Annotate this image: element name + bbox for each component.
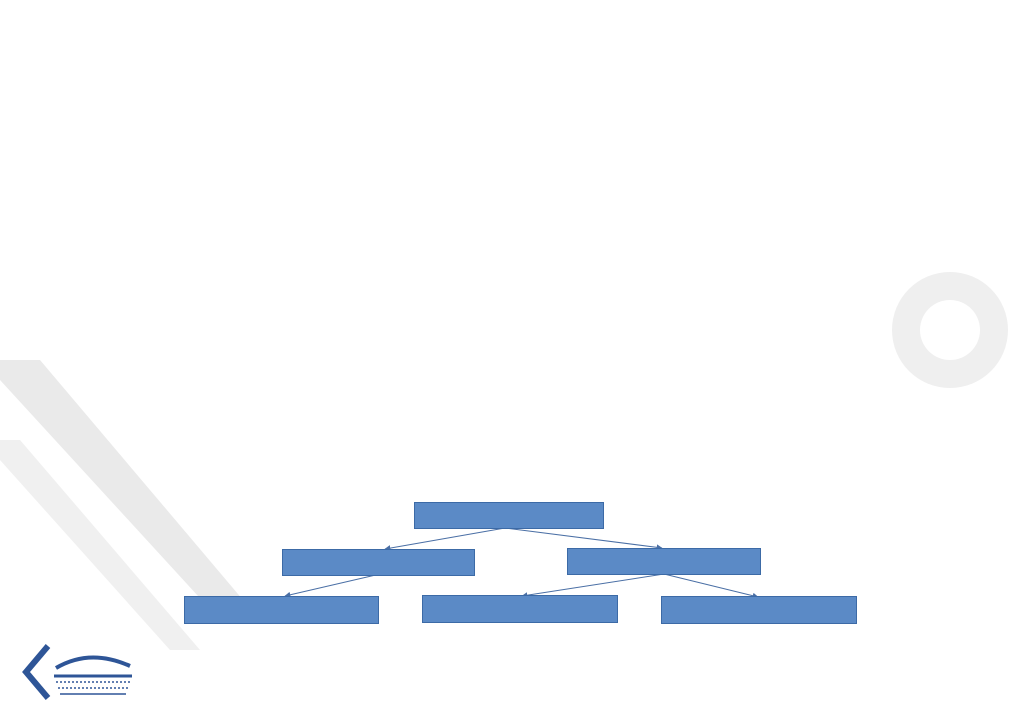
connector-root-left [385,528,505,549]
tree-node-child-left [282,549,475,576]
connector-right-leaf2 [522,574,664,596]
tree-node-child-right [567,548,761,575]
tree-leaf-2 [422,595,618,623]
tree-leaf-1 [184,596,379,624]
connector-root-right [505,528,662,548]
tree-node-root [414,502,604,529]
connector-right-leaf3 [664,574,758,597]
university-logo [20,638,140,716]
tree-leaf-3 [661,596,857,624]
connector-left-leaf1 [285,574,380,596]
